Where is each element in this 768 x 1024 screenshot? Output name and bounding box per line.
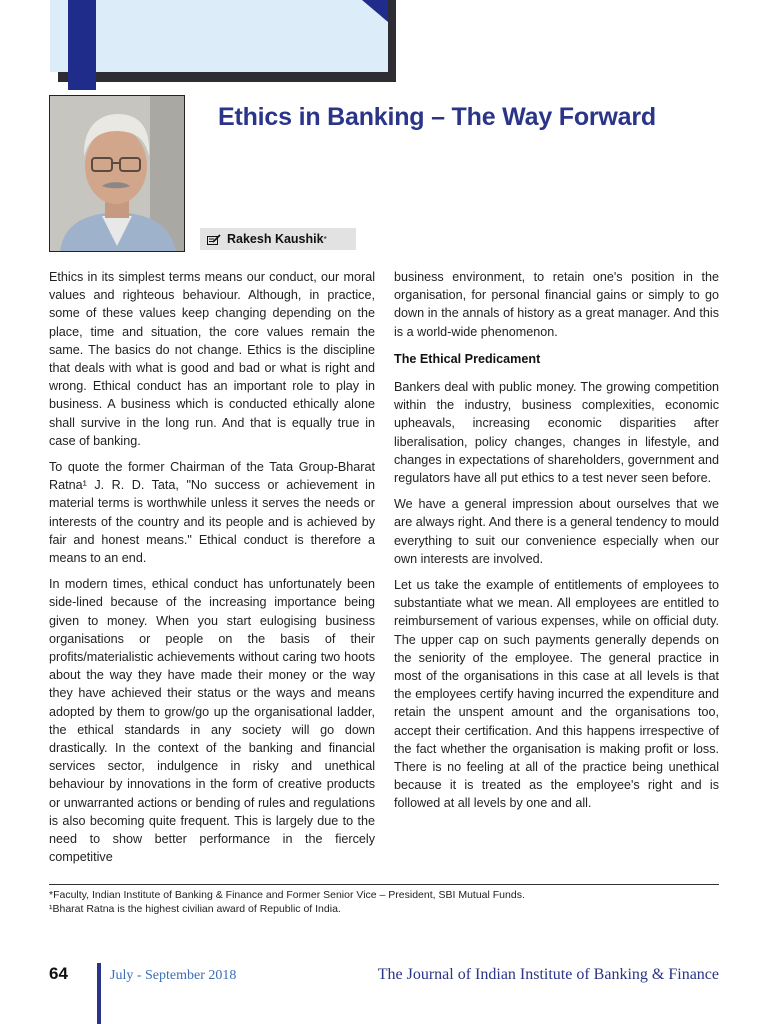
left-column [49, 268, 375, 876]
section-heading: The Ethical Predicament [394, 351, 541, 366]
author-name: Rakesh Kaushik [227, 232, 324, 246]
body-paragraph: Let us take the example of entitlements of employees to substantiate what we mean. All employees are entitled to reimbursement of various expenses, while on official duty. The upper cap on such payments generally depends on the seniority of the employee. The general practice in most of the organisations in this case at all levels is that the employees certify having incurred the expenditure and retain the unspent amount and the organisations too, accept their certification. And this happens irrespective of the fact whether the organisation is making profit or loss. There is no feeling at all of the practice being unethical because it is treated as the employee's right and is followed at all levels by one and all. [394, 578, 719, 811]
header-corner-triangle [362, 0, 388, 22]
footnote: *Faculty, Indian Institute of Banking & Finance and Former Senior Vice – President, SBI Mutual Funds. [49, 889, 525, 901]
body-paragraph: Bankers deal with public money. The growing competition within the industry, business complexities, economic upheavals, increasing economic disparities after liberalisation, policy changes, changes in lifestyle, and changes in expectations of shareholders, government and regulators have all put ethics to a test never seen before. [394, 380, 719, 486]
author-photo [49, 95, 185, 252]
page-number: 64 [49, 964, 68, 983]
body-paragraph: Ethics in its simplest terms means our conduct, our moral values and righteous behaviour. Although, in practice, some of these values keep changing depending on the place, time and situation, the core values remain the same. The basics do not change. Ethics is the discipline that deals with what is good and bad or what is right and wrong. Ethical conduct has an important role to play in business. A business which is conducted ethically alone shall survive in the long run. And that is equally true in case of banking. [49, 270, 375, 448]
header-stripe [68, 0, 96, 90]
footnote: ¹Bharat Ratna is the highest civilian award of Republic of India. [49, 903, 341, 915]
body-paragraph: To quote the former Chairman of the Tata Group-Bharat Ratna¹ J. R. D. Tata, "No success or achievement in material terms is worthwhile unless it serves the needs or interests of the country and its people and is achieved by fair and honest means." Ethical conduct is therefore a means to an end. [49, 460, 375, 566]
header-band [50, 0, 388, 72]
journal-name: The Journal of Indian Institute of Banking & Finance [377, 966, 719, 983]
body-paragraph: In modern times, ethical conduct has unfortunately been side-lined because of the increasing importance being given to money. When you start eulogising business organisations or people on the basis of their profits/materialistic achievements without caring two hoots about the way they have made their money or the way they have achieved their status or the ways and means adopted by them to grow/go up the organisational ladder, the ethical standards in any society will go down drastically. In the context of the banking and financial services sector, indulgence in risky and unethical behaviour by innovations in the form of creative products or unwarranted actions or bending of rules and regulations is also becoming quite frequent. This is largely due to the need to show better performance in the fiercely competitive [49, 577, 375, 865]
right-column [394, 268, 719, 822]
article-title: Ethics in Banking – The Way Forward [218, 103, 656, 131]
author-byline [200, 228, 356, 250]
issue-date: July - September 2018 [110, 968, 237, 983]
pen-paper-icon [207, 234, 221, 245]
author-footnote-mark: * [323, 234, 327, 244]
footer-divider-bar [97, 963, 101, 1024]
footnotes [49, 888, 719, 916]
body-paragraph: business environment, to retain one's position in the organisation, for personal financial gains or simply to go down in the annals of history as a great manager. And this is a world-wide phenomenon. [394, 270, 719, 339]
footnote-divider [49, 884, 719, 885]
body-paragraph: We have a general impression about ourselves that we are always right. And there is a general tendency to mould everything to suit our convenience especially when our own interests are involved. [394, 497, 719, 566]
